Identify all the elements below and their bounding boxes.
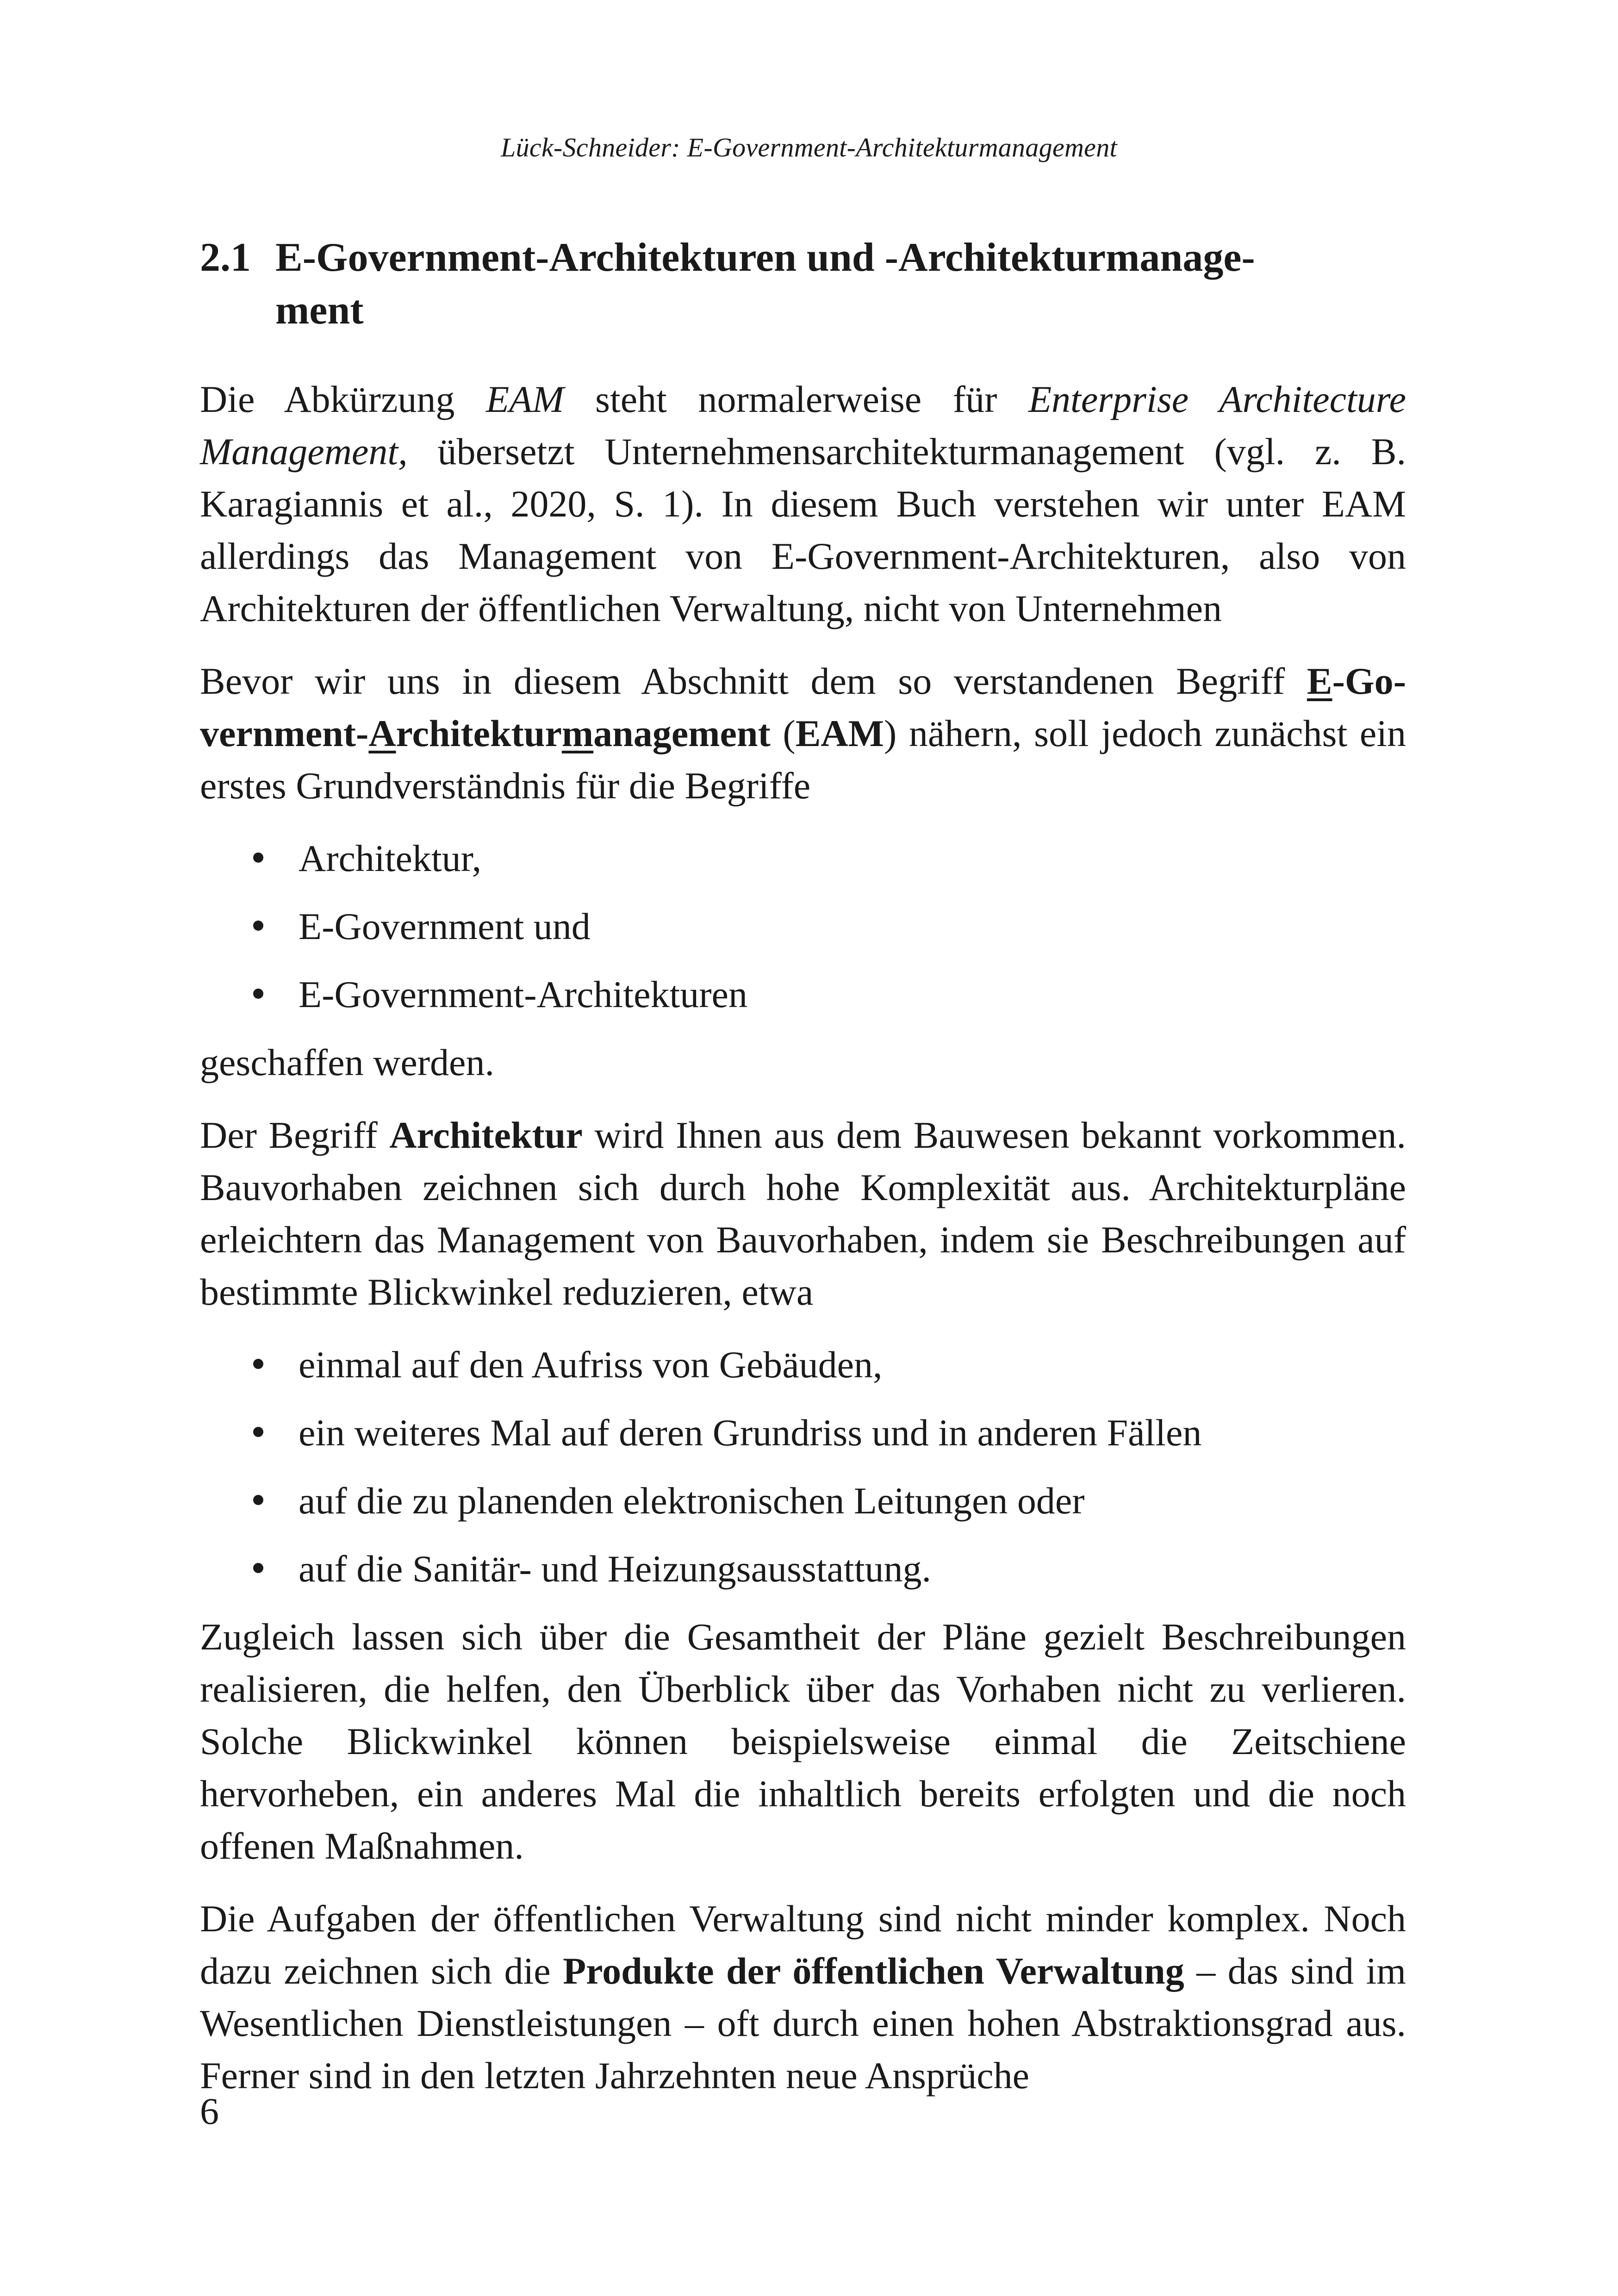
list-item [200,968,1406,1020]
paragraph-geschaffen: geschaffen werden. [200,1041,494,1083]
bullet-icon [253,1427,263,1437]
text: wird Ihnen aus dem Bauwesen bekannt vorkommen. Bauvorhaben zeichnen sich durch hohe Komplexität aus. Architekturpläne erleichtern das Management von Bauvorhaben, indem sie Beschreibungen auf bestimmte Blickwinkel reduzieren, etwa [200,1114,1406,1313]
bullet-icon [253,989,263,999]
section-number: 2.1 [200,235,251,280]
list-item-text: auf die Sanitär- und Heizungsausstattung. [299,1548,931,1590]
paragraph-verwaltung [200,1892,1406,2102]
list-item-text: ein weiteres Mal auf deren Grundriss und in anderen Fällen [299,1412,1202,1454]
text: Die Aufgaben der öffentlichen Verwaltung sind nicht minder komplex. Noch dazu zeichnen sich die [200,1898,1406,1992]
section-title-line-2: ment [275,288,364,333]
bold-term-architektur: Architektur [389,1114,583,1156]
bullet-list-blickwinkel [200,1338,1406,1595]
list-item [200,900,1406,952]
paragraph-gesamtheit: Zugleich lassen sich über die Gesamtheit der Pläne gezielt Beschreibungen realisieren, die helfen, den Überblick über das Vorhaben nicht zu verlieren. Solche Blickwinkel können beispielsweise einmal die Zeitschiene hervorheben, ein anderes Mal die inhaltlich bereits erfolgten und die noch offenen Maßnahmen. [200,1616,1406,1867]
section-title [275,231,1406,337]
list-item-text: einmal auf den Aufriss von Gebäuden, [299,1344,883,1386]
bullet-icon [253,921,263,931]
bullet-icon [253,852,263,863]
text: – das sind im Wesentlichen Dienstleistungen – oft durch einen hohen Abstraktionsgrad aus. Ferner sind in den letzten Jahrzehnten neue Ansprüche [200,1950,1406,2097]
section-heading [200,231,1406,337]
list-item-text: E-Government-Architekturen [299,973,747,1015]
list-item-text: auf die zu planenden elektronischen Leitungen oder [299,1480,1085,1522]
list-item [200,1406,1406,1459]
bullet-icon [253,1563,263,1573]
italic-term-enterprise-architecture-management: Enterprise Architecture Management, [200,378,1406,473]
underlined-letter-a: A [368,712,396,754]
page-body [200,231,1406,2122]
running-header: Lück-Schneider: E-Government-Architekturmanagement [501,132,1117,162]
bullet-icon [253,1359,263,1369]
paragraph-eam-definition [200,373,1406,635]
text: Die Abkürzung [200,378,486,420]
list-item [200,1475,1406,1527]
text: steht normalerweise für [564,378,1028,420]
bold-term-produkte: Produkte der öffentlichen Verwaltung [563,1950,1184,1992]
underlined-letter-m: m [561,712,594,754]
text: Der Begriff [200,1114,390,1156]
list-item [200,1338,1406,1391]
underlined-letter-e: E [1307,660,1332,702]
page-number: 6 [200,2090,219,2132]
bullet-icon [253,1495,263,1505]
term-part: anagement [593,712,771,754]
list-item-text: E-Government und [299,905,591,947]
paragraph-architektur [200,1109,1406,1318]
text: Bevor wir uns in diesem Abschnitt dem so verstandenen Begriff [200,660,1307,702]
bold-abbreviation-eam: EAM [795,712,884,754]
list-item [200,1543,1406,1595]
text: übersetzt Unternehmensarchitekturmanagement (vgl. z. B. Karagiannis et al., 2020, S. 1). In diesem Buch verstehen wir unter EAM allerdings das Management von E-Government-Architekturen, also von Architekturen der öffentlichen Verwaltung, nicht von Unternehmen [200,430,1406,629]
text: ) nähern, soll jedoch zunächst ein erstes Grundverständnis für die Begriffe [200,712,1406,807]
term-part: rchitektur [396,712,562,754]
paragraph-eam-intro [200,655,1406,812]
section-title-line-1: E-Government-Architekturen und -Architekturmanage- [275,235,1255,280]
text: ( [770,712,796,754]
bullet-list-terms [200,832,1406,1020]
list-item [200,832,1406,884]
italic-term-eam: EAM [485,378,564,420]
list-item-text: Architektur, [299,837,482,879]
term-part: -Government- [200,660,1406,754]
